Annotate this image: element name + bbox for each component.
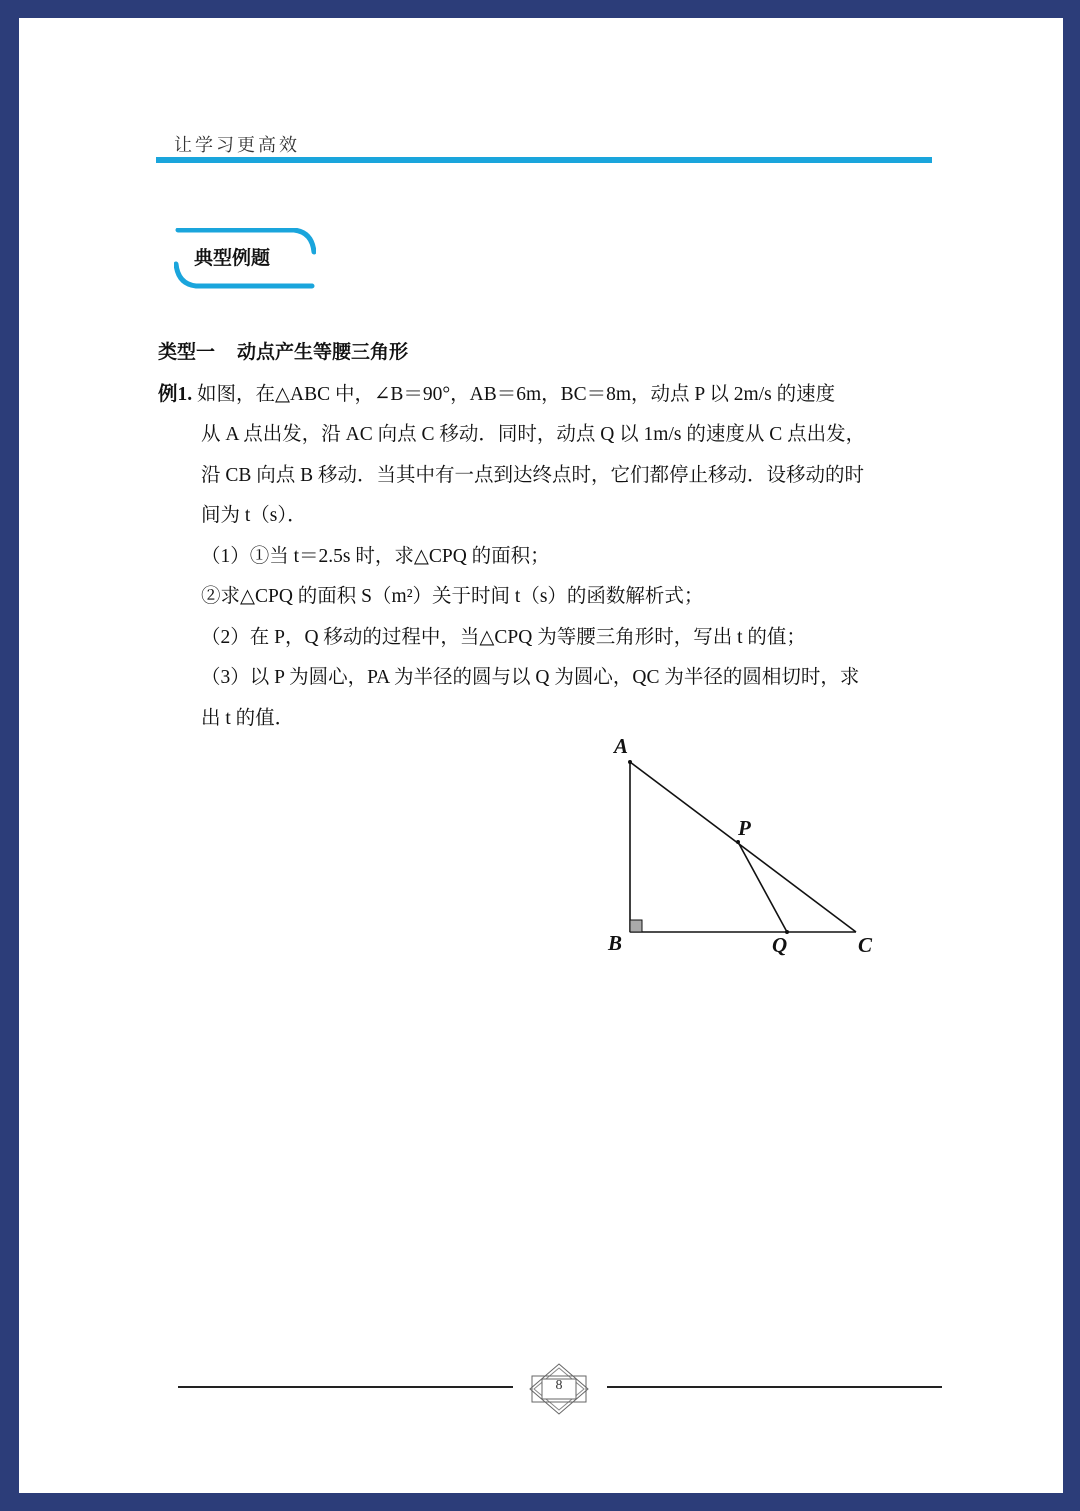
example-text: 如图，在△ABC 中，∠B＝90°，AB＝6m，BC＝8m，动点 P 以 2m/s 的速度 (192, 384, 836, 405)
example-line-4: 间为 t（s）． (201, 505, 307, 526)
section-label: 典型例题 (194, 247, 271, 269)
point-p (736, 840, 740, 844)
footer-rule-right (607, 1386, 942, 1388)
question-1-2: ②求△CPQ 的面积 S（m²）关于时间 t（s）的函数解析式； (201, 586, 704, 607)
right-angle-mark (630, 920, 642, 932)
example-line-1 (158, 378, 835, 406)
type-heading (158, 337, 408, 364)
label-q: Q (772, 933, 788, 957)
example-label: 例1. (158, 384, 193, 405)
label-a: A (614, 734, 629, 758)
question-1-1: （1）①当 t＝2.5s 时，求△CPQ 的面积； (201, 546, 550, 567)
question-3: （3）以 P 为圆心，PA 为半径的圆与以 Q 为圆心，QC 为半径的圆相切时，求 (201, 667, 860, 688)
type-heading-title: 动点产生等腰三角形 (237, 341, 409, 363)
triangle-figure (600, 730, 890, 970)
label-b: B (608, 931, 623, 955)
point-a (628, 760, 632, 764)
page-number: 8 (555, 1378, 563, 1393)
label-c: C (858, 933, 873, 957)
header-rule (156, 157, 932, 163)
section-label-box (174, 228, 316, 290)
type-heading-label: 类型一 (158, 341, 216, 363)
segment-ac (630, 762, 856, 932)
label-p: P (738, 816, 751, 840)
footer-rule-left (178, 1386, 513, 1388)
segment-pq (738, 842, 787, 932)
question-2: （2）在 P，Q 移动的过程中，当△CPQ 为等腰三角形时，写出 t 的值； (201, 627, 806, 648)
example-line-3: 沿 CB 向点 B 移动．当其中有一点到达终点时，它们都停止移动．设移动的时 (201, 465, 865, 486)
example-line-2: 从 A 点出发，沿 AC 向点 C 移动．同时，动点 Q 以 1m/s 的速度从 C 点出发， (201, 424, 866, 445)
header-title: 让学习更高效 (174, 135, 300, 156)
page-number-badge (528, 1362, 590, 1416)
question-3-cont: 出 t 的值． (201, 708, 295, 729)
